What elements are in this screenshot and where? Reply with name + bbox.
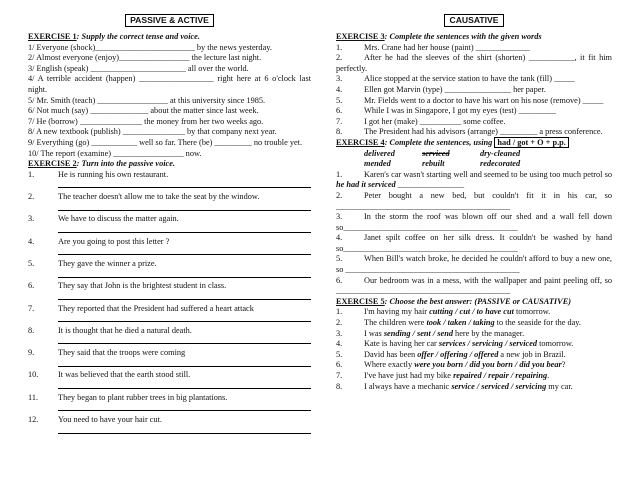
exercise-2-item xyxy=(28,214,311,236)
answer-line[interactable] xyxy=(58,403,311,411)
exercise-1-item: 8/ A new textbook (publish) _______________ by that company next year. xyxy=(28,127,277,137)
causative-column xyxy=(336,14,612,392)
exercise-1-item: 4/ A terrible accident (happen) __________________ right here at 6 o'clock last night. xyxy=(28,74,311,94)
sentence-text: When Bill's watch broke, he decided he couldn't afford to buy a new one, so xyxy=(336,254,612,275)
sentence-text: We have to discuss the matter again. xyxy=(58,214,179,224)
answer-blank[interactable]: ________________ xyxy=(395,180,465,190)
exercise-4-item xyxy=(336,212,612,233)
sentence-text: Are you going to post this letter ? xyxy=(58,236,170,246)
item-number: 3. xyxy=(336,212,343,222)
exercise-3-label: EXERCISE 3 xyxy=(336,32,385,41)
item-number: 7. xyxy=(28,303,35,313)
sentence-end: a new job in Brazil. xyxy=(498,349,566,359)
exercise-5-item xyxy=(336,339,612,350)
exercise-5-item xyxy=(336,360,612,371)
item-number: 2. xyxy=(336,318,343,328)
answer-line[interactable] xyxy=(58,203,311,211)
answer-blank[interactable]: __________________________________________ xyxy=(336,201,511,211)
answer-options[interactable]: took / taken / taking xyxy=(426,318,495,328)
exercise-1-item: 2/ Almost everyone (enjoy)_________________ the lecture last night. xyxy=(28,53,262,63)
sentence-text: Peter bought a new bed, but couldn't fit it in his car, so xyxy=(364,190,612,200)
item-number: 1. xyxy=(28,169,35,179)
passive-active-heading-wrap xyxy=(28,14,311,32)
item-number: 7. xyxy=(336,371,343,380)
item-number: 1. xyxy=(336,307,343,317)
exercise-4-item xyxy=(336,170,612,191)
sentence-text: They began to plant rubber trees in big plantations. xyxy=(58,392,228,402)
sentence-start: I always have a mechanic xyxy=(364,381,452,391)
answer-line[interactable] xyxy=(58,359,311,367)
sentence-text: The President had his advisors (arrange) _________ a press conference. xyxy=(364,127,603,137)
exercise-2-sentence xyxy=(28,348,311,359)
exercise-3-item xyxy=(336,85,612,96)
exercise-2-list xyxy=(28,170,311,438)
item-number: 4. xyxy=(28,236,35,246)
sentence-text: You need to have your hair cut. xyxy=(58,414,162,424)
answer-line[interactable] xyxy=(58,314,311,322)
exercise-2-instruction: : Turn into the passive voice. xyxy=(76,159,175,169)
sentence-text: Mrs. Crane had her house (paint) _____________ xyxy=(364,42,530,52)
answer-line[interactable] xyxy=(58,270,311,278)
exercise-2-item xyxy=(28,192,311,214)
word-bank-item: redecorated xyxy=(480,159,521,169)
exercise-2-sentence xyxy=(28,192,311,203)
item-number: 5. xyxy=(336,349,343,359)
item-number: 6. xyxy=(336,360,343,370)
causative-heading: CAUSATIVE xyxy=(444,14,503,27)
example-answer: he had it serviced xyxy=(336,180,396,190)
answer-blank[interactable]: __________________________________________ xyxy=(343,222,518,232)
item-number: 5. xyxy=(28,258,35,268)
exercise-2-sentence xyxy=(28,415,311,426)
item-number: 2. xyxy=(28,192,35,202)
exercise-4-list xyxy=(336,170,612,297)
sentence-end: tomorrow. xyxy=(513,307,551,317)
exercise-2-item xyxy=(28,415,311,437)
answer-line[interactable] xyxy=(58,180,311,188)
item-number: 9. xyxy=(28,348,35,358)
exercise-4-heading xyxy=(336,138,612,149)
exercise-5-item xyxy=(336,307,612,318)
exercise-5-item xyxy=(336,329,612,340)
exercise-2-sentence xyxy=(28,370,311,381)
sentence-text: In the storm the roof was blown off our shed and a wall fell down so xyxy=(336,212,612,232)
exercise-3-item xyxy=(336,96,612,107)
sentence-start: I've have just had my bike xyxy=(364,371,454,380)
exercise-2-item xyxy=(28,237,311,259)
exercise-3-item xyxy=(336,106,612,117)
exercise-5-item xyxy=(336,318,612,329)
answer-line[interactable] xyxy=(58,247,311,255)
exercise-4-label: EXERCISE 4 xyxy=(336,137,385,147)
exercise-2-sentence xyxy=(28,326,311,337)
exercise-3-item xyxy=(336,53,612,74)
sentence-text: They gave the winner a prize. xyxy=(58,258,157,268)
exercise-3-instruction: : Complete the sentences with the given words xyxy=(384,32,542,41)
item-number: 2. xyxy=(336,53,343,63)
exercise-3-heading xyxy=(336,32,612,43)
sentence-end: . xyxy=(547,371,550,380)
sentence-start: I was xyxy=(364,328,384,338)
answer-options[interactable]: sending / sent / send xyxy=(383,328,453,338)
exercise-2-sentence xyxy=(28,259,311,270)
exercise-1-item: 7/ He (borrow) _______________ the money from her two weeks ago. xyxy=(28,116,264,126)
sentence-text: It was believed that the earth stood still. xyxy=(58,370,191,380)
sentence-text: Karen's car wasn't starting well and seemed to be using too much petrol so xyxy=(364,169,612,179)
item-number: 5. xyxy=(336,254,343,264)
answer-line[interactable] xyxy=(58,225,311,233)
item-number: 8. xyxy=(336,381,343,391)
item-number: 2. xyxy=(336,190,343,200)
sentence-text: I got her (make) __________ some coffee. xyxy=(364,116,506,126)
exercise-3-item xyxy=(336,43,612,54)
answer-blank[interactable]: __________________________________________ xyxy=(343,265,520,275)
sentence-end: tomorrow. xyxy=(537,339,574,349)
sentence-end: ? xyxy=(561,360,566,370)
item-number: 3. xyxy=(336,328,343,338)
sentence-text: He is running his own restaurant. xyxy=(58,169,169,179)
answer-line[interactable] xyxy=(58,426,311,434)
item-number: 12. xyxy=(28,414,39,424)
exercise-4-item xyxy=(336,233,612,254)
exercise-5-item xyxy=(336,350,612,361)
exercise-1-item: 1/ Everyone (shock)________________________ by the news yesterday. xyxy=(28,42,272,52)
item-number: 7. xyxy=(336,116,343,126)
sentence-text: The teacher doesn't allow me to take the seat by the window. xyxy=(58,192,260,202)
sentence-text: Our bedroom was in a mess, with the wallpaper and paint peeling off, so xyxy=(364,275,612,285)
item-number: 10. xyxy=(28,370,39,380)
exercise-2-item xyxy=(28,281,311,303)
exercise-4-instruction: : Complete the sentences, using xyxy=(384,137,493,147)
exercise-1-instruction: : Supply the correct tense and voice. xyxy=(76,32,200,41)
sentence-text: While I was in Singapore, I got my eyes (test) _________ xyxy=(364,106,556,116)
answer-options[interactable]: repaired / repair / repairing xyxy=(453,371,548,380)
sentence-text: They say that John is the brightest student in class. xyxy=(58,281,227,291)
exercise-2-item xyxy=(28,348,311,370)
sentence-text: They said that the troops were coming xyxy=(58,348,186,358)
sentence-start: Kate is having her car xyxy=(364,339,439,349)
answer-blank[interactable]: __________________________________________ xyxy=(336,286,511,296)
passive-active-heading: PASSIVE & ACTIVE xyxy=(125,14,214,27)
sentence-text: They reported that the President had suffered a heart attack xyxy=(58,303,254,313)
exercise-4-item xyxy=(336,254,612,275)
exercise-2-heading xyxy=(28,159,311,170)
exercise-1-heading xyxy=(28,32,311,43)
answer-options[interactable]: offer / offering / offered xyxy=(417,349,499,359)
answer-line[interactable] xyxy=(58,336,311,344)
exercise-2-sentence xyxy=(28,214,311,225)
exercise-4-item xyxy=(336,276,612,297)
item-number: 3. xyxy=(28,214,35,224)
item-number: 4. xyxy=(336,233,343,243)
sentence-text: Alice stopped at the service station to have the tank (fill) _____ xyxy=(364,74,575,84)
exercise-2-item xyxy=(28,326,311,348)
exercise-5-list xyxy=(336,307,612,392)
sentence-start: The children were xyxy=(364,318,427,328)
exercise-2-sentence xyxy=(28,170,311,181)
sentence-start: David has been xyxy=(364,349,418,359)
exercise-3-item xyxy=(336,117,612,128)
answer-options[interactable]: cutting / cut / to have cut xyxy=(429,307,514,317)
passive-active-column xyxy=(28,14,311,437)
sentence-text: It is thought that he died a natural death. xyxy=(58,325,192,335)
word-bank-item: dry-cleaned xyxy=(480,148,521,158)
item-number: 3. xyxy=(336,74,343,84)
answer-options[interactable]: services / servicing / serviced xyxy=(438,339,538,349)
sentence-text: Ellen got Marvin (type) ________________ her paper. xyxy=(364,84,546,94)
answer-line[interactable] xyxy=(58,292,311,300)
item-number: 1. xyxy=(336,169,343,179)
item-number: 11. xyxy=(28,392,39,402)
sentence-end: my car. xyxy=(546,381,573,391)
exercise-2-sentence xyxy=(28,281,311,292)
sentence-start: Where exactly xyxy=(364,360,415,370)
exercise-4-word-bank xyxy=(336,149,612,170)
item-number: 8. xyxy=(336,127,343,137)
exercise-1-item: 3/ English (speak) _______________________ all over the world. xyxy=(28,63,249,73)
exercise-2-item xyxy=(28,304,311,326)
sentence-end: here by the manager. xyxy=(452,328,525,338)
exercise-2-item xyxy=(28,370,311,392)
exercise-5-item xyxy=(336,382,612,393)
word-bank-item: serviced xyxy=(422,148,450,158)
item-number: 6. xyxy=(28,281,35,291)
item-number: 6. xyxy=(336,106,343,116)
item-number: 8. xyxy=(28,325,35,335)
answer-options[interactable]: were you born / did you born / did you bear xyxy=(414,360,562,370)
exercise-5-instruction: : Choose the best answer: (PASSIVE or CAUSATIVE) xyxy=(384,296,571,306)
exercise-3-list xyxy=(336,43,612,138)
sentence-start: I'm having my hair xyxy=(364,307,430,317)
answer-options[interactable]: service / serviced / servicing xyxy=(451,381,547,391)
exercise-1-item: 10/ The report (examine) _________________ now. xyxy=(28,148,202,158)
sentence-text: After he had the sleeves of the shirt (shorten) ___________, it fit him perfectly. xyxy=(336,53,612,73)
exercise-1-item: 9/ Everything (go) ___________ well so far. There (be) _________ no trouble yet. xyxy=(28,137,303,147)
sentence-text: Mr. Fields went to a doctor to have his wart on his nose (remove) _____ xyxy=(364,95,604,105)
sentence-end: to the seaside for the day. xyxy=(494,318,581,328)
item-number: 4. xyxy=(336,339,343,349)
exercise-5-item xyxy=(336,371,612,382)
sentence-text: Janet spilt coffee on her silk dress. It couldn't be washed by hand so xyxy=(336,233,612,253)
exercise-4-formula: had / got + O + p.p. xyxy=(494,137,568,148)
exercise-1-item: 5/ Mr. Smith (teach) _________________ at this university since 1985. xyxy=(28,95,266,105)
exercise-5-heading xyxy=(336,297,612,308)
answer-line[interactable] xyxy=(58,381,311,389)
exercise-1-list xyxy=(28,43,311,160)
exercise-2-item xyxy=(28,170,311,192)
exercise-2-item xyxy=(28,259,311,281)
word-bank-item: mended xyxy=(364,159,391,169)
item-number: 1. xyxy=(336,42,343,52)
answer-blank[interactable]: __________________________________________ xyxy=(343,243,518,253)
item-number: 5. xyxy=(336,95,343,105)
exercise-5-label: EXERCISE 5 xyxy=(336,296,385,306)
item-number: 6. xyxy=(336,275,343,285)
exercise-2-item xyxy=(28,393,311,415)
exercise-2-sentence xyxy=(28,237,311,248)
exercise-1-item: 6/ Not much (say) ______________ about the matter since last week. xyxy=(28,106,259,116)
exercise-2-sentence xyxy=(28,304,311,315)
exercise-2-sentence xyxy=(28,393,311,404)
causative-heading-wrap xyxy=(336,14,612,32)
exercise-1-label: EXERCISE 1 xyxy=(28,32,77,41)
word-bank-item: delivered xyxy=(364,148,395,158)
item-number: 4. xyxy=(336,84,343,94)
exercise-3-item xyxy=(336,74,612,85)
exercise-2-label: EXERCISE 2 xyxy=(28,159,77,169)
exercise-4-item xyxy=(336,191,612,212)
word-bank-item: rebuilt xyxy=(422,159,445,169)
exercise-3-item xyxy=(336,127,612,138)
